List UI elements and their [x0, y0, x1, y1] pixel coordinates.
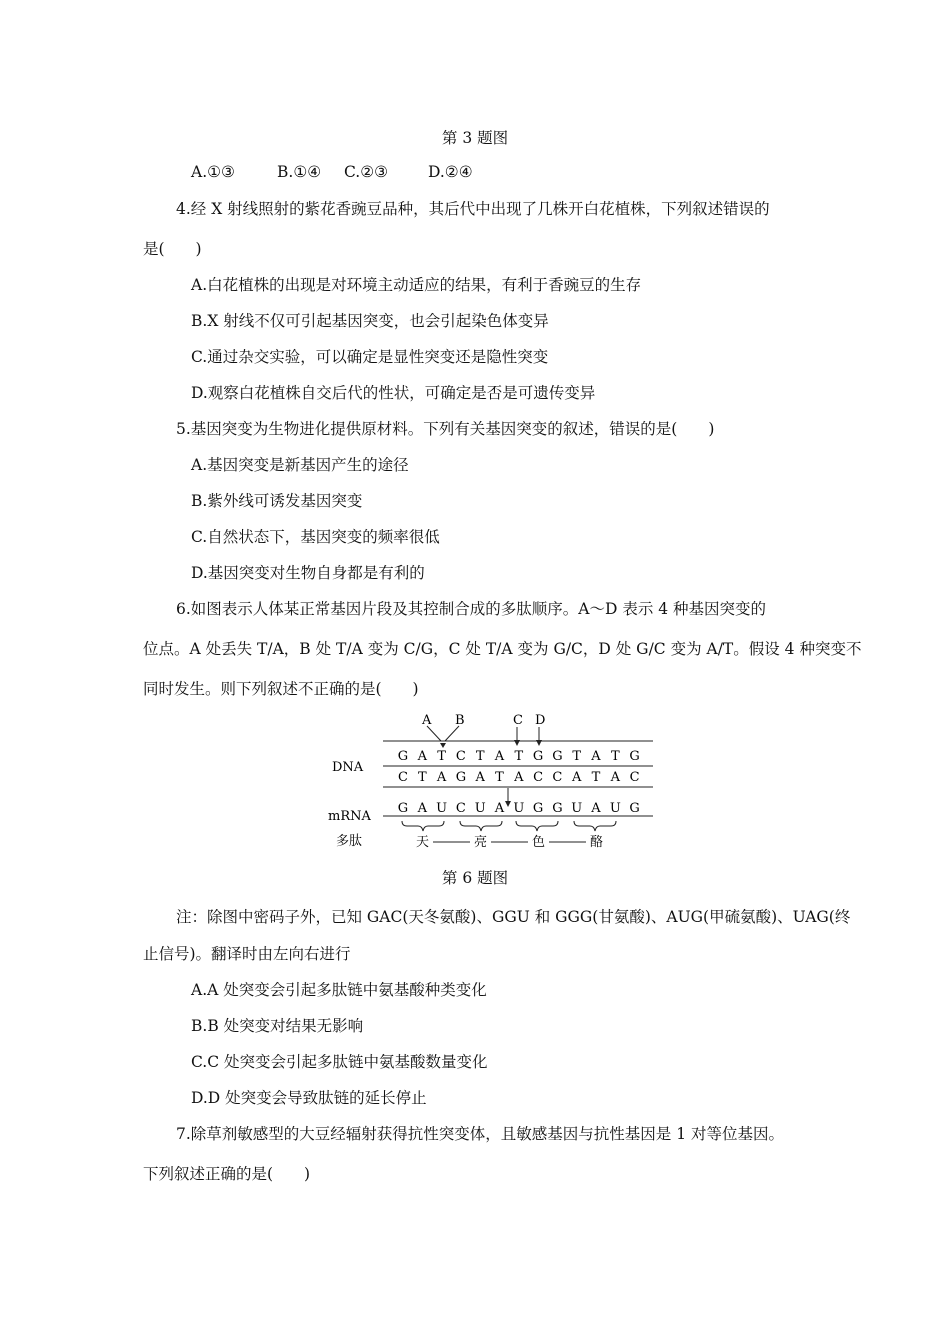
transcription-arrowhead: [505, 801, 511, 807]
dna-bottom-base-7: A: [514, 770, 524, 785]
row-label-mrna: mRNA: [328, 809, 371, 824]
codon-brace-4: [574, 821, 616, 831]
mrna-strand: [398, 801, 640, 816]
codon-brace-1: [402, 821, 444, 831]
q4-option-b: B.X 射线不仅可引起基因突变，也会引起染色体变异: [191, 312, 549, 330]
q6-note-line2: 止信号)。翻译时由左向右进行: [143, 945, 351, 963]
q4-stem-line2: 是( ): [143, 240, 202, 258]
dna-bottom-base-9: C: [552, 770, 563, 785]
q4-option-a: A.白花植株的出现是对环境主动适应的结果，有利于香豌豆的生存: [191, 276, 642, 294]
site-arrowhead-c: [514, 740, 520, 746]
mrna-base-5: U: [474, 801, 486, 816]
mrna-base-8: G: [532, 801, 544, 816]
dna-top-base-13: G: [629, 749, 640, 764]
gene-diagram: [320, 708, 670, 858]
dna-bottom-base-6: T: [495, 770, 504, 785]
dna-bottom-base-2: T: [417, 770, 427, 785]
mrna-base-6: A: [494, 801, 505, 816]
dna-top-strand: [398, 749, 640, 764]
codon-brace-2: [460, 821, 502, 831]
dna-top-base-9: G: [552, 749, 563, 764]
dna-top-base-3: T: [437, 749, 446, 764]
mrna-base-4: C: [455, 801, 466, 816]
mrna-base-11: A: [591, 801, 601, 816]
codon-brace-3: [516, 821, 558, 831]
dna-top-base-11: A: [591, 749, 601, 764]
mrna-base-9: G: [552, 801, 563, 816]
q6-note-line1: 注：除图中密码子外，已知 GAC(天冬氨酸)、GGU 和 GGG(甘氨酸)、AUG(甲硫氨酸)、UAG(终: [176, 908, 851, 926]
row-label-peptide: 多肽: [336, 834, 363, 849]
dna-top-base-5: T: [475, 749, 485, 764]
dna-top-base-7: T: [514, 749, 524, 764]
mrna-base-12: U: [609, 801, 621, 816]
q4-stem-line1: 4.经 X 射线照射的紫花香豌豆品种，其后代中出现了几株开白花植株，下列叙述错误的: [176, 200, 770, 218]
site-arrow-a: [427, 726, 441, 741]
q3-option-d: D.②④: [428, 163, 473, 181]
q7-stem-line2: 下列叙述正确的是( ): [143, 1165, 311, 1183]
q4-option-d: D.观察白花植株自交后代的性状，可确定是否是可遗传变异: [191, 384, 596, 402]
q5-option-d: D.基因突变对生物自身都是有利的: [191, 564, 425, 582]
site-label-d: D: [535, 713, 546, 728]
site-arrow-b: [445, 726, 459, 741]
dna-bottom-base-8: C: [533, 770, 544, 785]
q4-option-c: C.通过杂交实验，可以确定是显性突变还是隐性突变: [191, 348, 549, 366]
site-label-b: B: [455, 713, 465, 728]
dna-bottom-base-13: C: [629, 770, 640, 785]
q6-stem-line2: 位点。A 处丢失 T/A，B 处 T/A 变为 C/G，C 处 T/A 变为 G/C，D 处 G/C 变为 A/T。假设 4 种突变不: [143, 640, 862, 658]
dna-bottom-base-10: A: [572, 770, 582, 785]
dna-bottom-strand: [398, 770, 640, 785]
site-label-c: C: [513, 713, 523, 728]
dna-top-base-2: A: [417, 749, 427, 764]
dna-bottom-base-12: A: [610, 770, 620, 785]
dna-bottom-base-3: A: [436, 770, 447, 785]
site-arrowhead-d: [536, 740, 542, 746]
row-label-dna: DNA: [332, 760, 364, 775]
amino-acid-2: 亮: [474, 835, 488, 850]
q5-option-a: A.基因突变是新基因产生的途径: [191, 456, 409, 474]
dna-top-base-4: C: [455, 749, 466, 764]
amino-acid-1: 天: [416, 835, 430, 850]
amino-acid-3: 色: [532, 835, 546, 850]
dna-bottom-base-4: G: [455, 770, 467, 785]
mrna-base-2: A: [417, 801, 427, 816]
dna-top-base-6: A: [494, 749, 505, 764]
q6-option-a: A.A 处突变会引起多肽链中氨基酸种类变化: [191, 981, 487, 999]
q6-option-b: B.B 处突变对结果无影响: [191, 1017, 364, 1035]
dna-top-base-8: G: [532, 749, 544, 764]
site-arrowhead-ab: [440, 743, 446, 748]
mrna-base-10: U: [571, 801, 583, 816]
mrna-base-1: G: [397, 801, 409, 816]
q3-option-b: B.①④: [277, 163, 322, 181]
dna-bottom-base-5: A: [475, 770, 485, 785]
q6-stem-line3: 同时发生。则下列叙述不正确的是( ): [143, 680, 419, 698]
dna-bottom-base-1: C: [398, 770, 408, 785]
mrna-base-7: U: [513, 801, 525, 816]
dna-top-base-10: T: [572, 749, 582, 764]
figure-6-caption: 第 6 题图: [441, 869, 509, 887]
dna-top-base-12: T: [610, 749, 620, 764]
q5-stem: 5.基因突变为生物进化提供原材料。下列有关基因突变的叙述，错误的是( ): [176, 420, 715, 438]
q6-option-c: C.C 处突变会引起多肽链中氨基酸数量变化: [191, 1053, 488, 1071]
q3-option-a: A.①③: [191, 163, 235, 181]
q6-stem-line1: 6.如图表示人体某正常基因片段及其控制合成的多肽顺序。A～D 表示 4 种基因突变的: [176, 600, 767, 618]
figure-3-caption: 第 3 题图: [441, 129, 509, 147]
q6-option-d: D.D 处突变会导致肽链的延长停止: [191, 1089, 427, 1107]
q7-stem-line1: 7.除草剂敏感型的大豆经辐射获得抗性突变体，且敏感基因与抗性基因是 1 对等位基因。: [176, 1125, 785, 1143]
q5-option-c: C.自然状态下，基因突变的频率很低: [191, 528, 440, 546]
dna-top-base-1: G: [397, 749, 409, 764]
mrna-base-3: U: [436, 801, 448, 816]
site-label-a: A: [422, 713, 432, 728]
mrna-base-13: G: [629, 801, 640, 816]
q5-option-b: B.紫外线可诱发基因突变: [191, 492, 363, 510]
q3-option-c: C.②③: [344, 163, 389, 181]
amino-acid-4: 酪: [590, 835, 604, 850]
dna-bottom-base-11: T: [591, 770, 601, 785]
